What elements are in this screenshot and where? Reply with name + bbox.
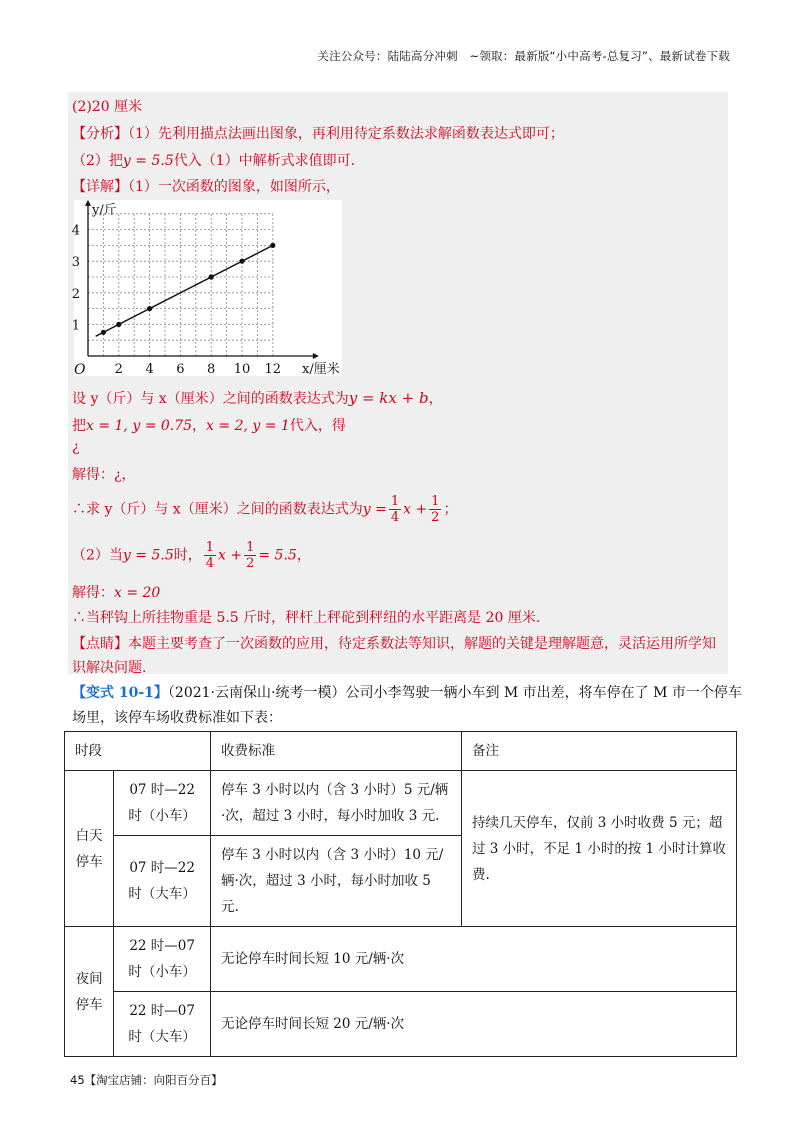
y-axis-arrow	[85, 200, 91, 206]
night-large-period: 22 时—07 时（大车）	[114, 992, 211, 1057]
p2-fraction-one-half	[244, 540, 256, 571]
analysis2-expr: y = 5.5	[122, 153, 174, 169]
sub-sep: ，	[192, 418, 207, 434]
y-tick-label: 4	[71, 223, 80, 239]
table-header-row	[65, 732, 737, 771]
night-small-standard: 无论停车时间长短 10 元/辆·次	[211, 927, 737, 992]
function-line	[96, 245, 273, 336]
p2-frac2-den: 2	[246, 556, 255, 571]
x-tick-label: 2	[114, 362, 123, 377]
origin-label: O	[74, 362, 86, 378]
p2-fraction-one-quarter	[204, 540, 216, 571]
glitch-char: ¿	[72, 439, 80, 455]
part2-line	[72, 540, 311, 571]
data-point	[147, 306, 152, 311]
header-note: 备注	[462, 732, 737, 771]
sub-suffix: 代入，得	[289, 418, 346, 434]
p2-mid: 时，	[173, 547, 202, 564]
detail-label: 【详解】	[72, 179, 128, 195]
data-point	[270, 243, 275, 248]
y-tick-label: 3	[71, 255, 80, 271]
p2-eq: = 5.5	[258, 547, 297, 564]
p2-expr: y = 5.5	[122, 547, 174, 564]
frac1-num: 1	[390, 494, 400, 509]
problem-label: 【变式 10-1】	[72, 685, 168, 701]
day-label: 白天停车	[65, 771, 114, 927]
detail-line	[72, 176, 340, 196]
sub-prefix: 把	[72, 418, 86, 434]
table-row	[65, 992, 737, 1057]
therefore-text: ∴求 y（斤）与 x（厘米）之间的函数表达式为	[72, 501, 363, 518]
page-number: 45	[70, 1073, 85, 1087]
analysis-line	[72, 123, 564, 143]
data-point	[101, 330, 106, 335]
data-point	[239, 259, 244, 264]
problem-line-2: 场里，该停车场收费标准如下表：	[72, 710, 282, 726]
solve2-line	[72, 582, 160, 602]
table-row	[65, 771, 737, 836]
set-end: ，	[428, 391, 443, 407]
comment-text: 本题主要考查了一次函数的应用，待定系数法等知识，解题的关键是理解题意，灵活运用所学知	[128, 636, 716, 652]
substitute-line	[72, 415, 346, 435]
shop-text: 【淘宝店铺：向阳百分百】	[84, 1073, 223, 1087]
x-axis-arrow	[313, 353, 319, 359]
analysis-text: （1）先利用描点法画出图象，再利用待定系数法求解函数表达式即可；	[128, 126, 564, 142]
therefore-x-plus: x +	[403, 501, 428, 518]
sub-expr2: x = 2, y = 1	[206, 418, 290, 434]
header-standard: 收费标准	[211, 732, 462, 771]
set-expr: y = kx + b	[348, 389, 429, 407]
chart-svg	[62, 196, 342, 382]
day-small-standard: 停车 3 小时以内（含 3 小时）5 元/辆·次，超过 3 小时，每小时加收 3 元.	[211, 771, 462, 836]
table-row	[65, 927, 737, 992]
day-note: 持续几天停车，仅前 3 小时收费 5 元；超过 3 小时，不足 1 小时的按 1 小时计算收费.	[462, 771, 737, 927]
night-label: 夜间停车	[65, 927, 114, 1057]
conclusion-line: ∴当秤钩上所挂物重是 5.5 斤时，秤杆上秤砣到秤纽的水平距离是 20 厘米.	[72, 610, 541, 626]
frac2-num: 1	[431, 494, 440, 509]
y-tick-label: 1	[71, 318, 80, 334]
part2-answer: (2)20 厘米	[72, 99, 143, 115]
comment-label: 【点睛】	[72, 636, 128, 652]
page-footer	[70, 1072, 223, 1088]
detail-text: （1）一次函数的图象，如图所示，	[128, 179, 340, 195]
day-small-period: 07 时—22 时（小车）	[114, 771, 211, 836]
therefore-end: ；	[443, 501, 458, 518]
x-tick-label: 4	[145, 362, 154, 377]
problem-text-1: （2021·云南保山·统考一模）公司小李驾驶一辆小车到 M 市出差，将车停在了 M 市一个停车	[167, 685, 742, 701]
analysis2-prefix: （2）把	[72, 153, 123, 169]
analysis2-suffix: 代入（1）中解析式求值即可.	[173, 153, 356, 169]
data-point	[116, 322, 121, 327]
fee-table	[64, 731, 737, 1057]
fraction-one-quarter	[389, 494, 401, 525]
x-tick-label: 12	[264, 362, 282, 377]
p2-frac1-num: 1	[205, 540, 215, 555]
linear-function-chart	[62, 196, 342, 382]
frac2-den: 2	[431, 510, 440, 525]
p2-prefix: （2）当	[72, 547, 123, 564]
x-axis-label: x/厘米	[302, 362, 340, 377]
analysis-label: 【分析】	[72, 126, 128, 142]
set-line	[72, 388, 443, 408]
comment-line-2: 识解决问题.	[72, 660, 147, 676]
solve-line: 解得：¿，	[72, 467, 136, 483]
fraction-one-half	[429, 494, 441, 525]
sub-expr1: x = 1, y = 0.75	[86, 418, 193, 434]
comment-line	[72, 633, 716, 653]
frac1-den: 4	[390, 510, 400, 525]
header-period: 时段	[65, 732, 211, 771]
y-axis-label: y/斤	[92, 203, 117, 219]
p2-frac1-den: 4	[205, 556, 215, 571]
analysis-line-2	[72, 150, 355, 170]
therefore-line	[72, 494, 457, 525]
therefore-y: y =	[362, 501, 387, 518]
day-large-standard: 停车 3 小时以内（含 3 小时）10 元/辆·次，超过 3 小时，每小时加收 5 元.	[211, 836, 462, 927]
p2-frac2-num: 1	[246, 540, 255, 555]
solve2-prefix: 解得：	[72, 585, 114, 601]
p2-end: ，	[296, 547, 311, 564]
night-large-standard: 无论停车时间长短 20 元/辆·次	[211, 992, 737, 1057]
page-header: 关注公众号：陆陆高分冲刺 ~领取：最新版“小中高考-总复习”、最新试卷下载	[317, 49, 730, 63]
problem-line-1	[72, 682, 742, 702]
p2-x-plus: x +	[218, 547, 243, 564]
set-text: 设 y（斤）与 x（厘米）之间的函数表达式为	[72, 391, 349, 407]
x-tick-label: 6	[176, 362, 185, 377]
day-large-period: 07 时—22 时（大车）	[114, 836, 211, 927]
data-point	[209, 274, 214, 279]
x-tick-label: 8	[207, 362, 216, 377]
solve2-expr: x = 20	[114, 585, 161, 601]
x-tick-label: 10	[233, 362, 251, 377]
y-tick-label: 2	[71, 286, 80, 302]
night-small-period: 22 时—07 时（小车）	[114, 927, 211, 992]
